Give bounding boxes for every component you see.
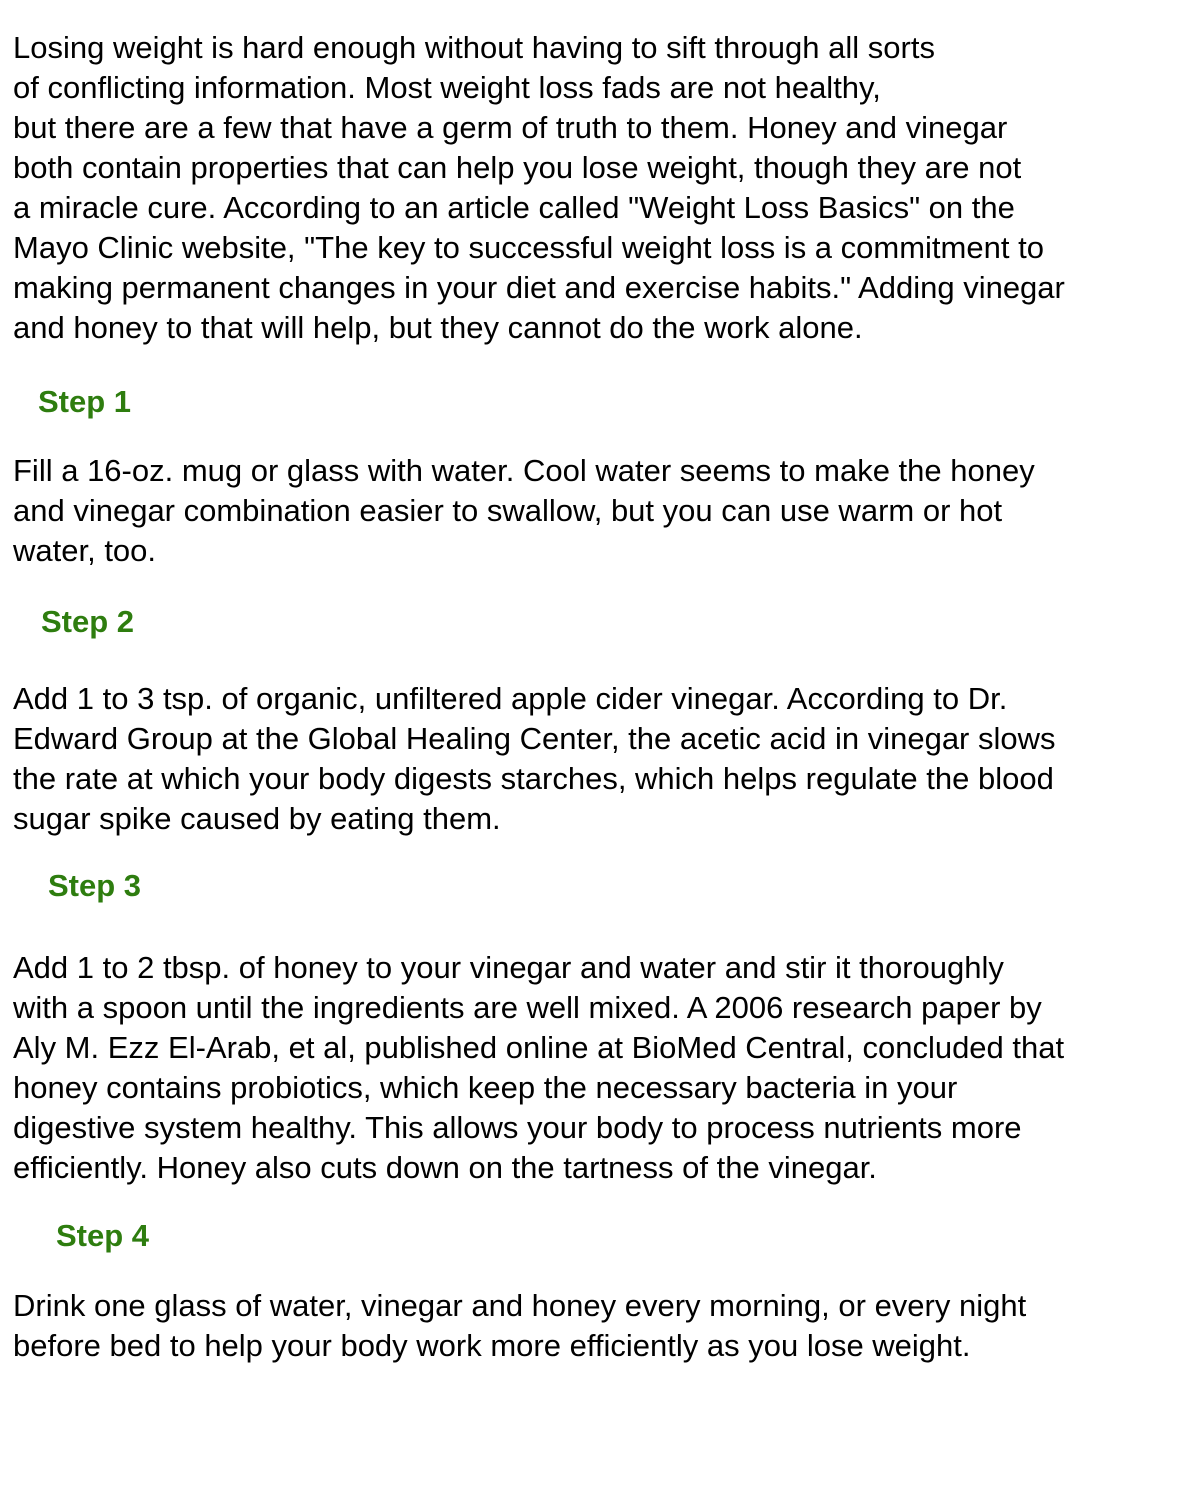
step-3-line: with a spoon until the ingredients are well mixed. A 2006 research paper by	[13, 990, 1042, 1025]
step-4-text	[13, 1286, 1195, 1366]
step-2-line: the rate at which your body digests starches, which helps regulate the blood	[13, 761, 1054, 796]
intro-line: but there are a few that have a germ of truth to them. Honey and vinegar	[13, 110, 1008, 145]
step-2-line: Add 1 to 3 tsp. of organic, unfiltered apple cider vinegar. According to Dr.	[13, 681, 1008, 716]
intro-line: and honey to that will help, but they cannot do the work alone.	[13, 310, 863, 345]
step-1-line: and vinegar combination easier to swallow, but you can use warm or hot	[13, 493, 1003, 528]
step-3-heading: Step 3	[48, 868, 142, 903]
intro-line: of conflicting information. Most weight loss fads are not healthy,	[13, 70, 881, 105]
step-1-text	[13, 451, 1195, 571]
step-4-line: before bed to help your body work more efficiently as you lose weight.	[13, 1328, 971, 1363]
step-2-line: Edward Group at the Global Healing Center, the acetic acid in vinegar slows	[13, 721, 1056, 756]
intro-line: Losing weight is hard enough without having to sift through all sorts	[13, 30, 935, 65]
step-1-line: Fill a 16-oz. mug or glass with water. Cool water seems to make the honey	[13, 453, 1035, 488]
step-3-line: efficiently. Honey also cuts down on the tartness of the vinegar.	[13, 1150, 877, 1185]
step-4-line: Drink one glass of water, vinegar and honey every morning, or every night	[13, 1288, 1027, 1323]
step-3-line: Add 1 to 2 tbsp. of honey to your vinegar and water and stir it thoroughly	[13, 950, 1004, 985]
intro-line: a miracle cure. According to an article called "Weight Loss Basics" on the	[13, 190, 1015, 225]
intro-line: both contain properties that can help you lose weight, though they are not	[13, 150, 1022, 185]
step-2-line: sugar spike caused by eating them.	[13, 801, 501, 836]
step-3-line: digestive system healthy. This allows your body to process nutrients more	[13, 1110, 1022, 1145]
step-3-text	[13, 948, 1195, 1188]
step-4-heading: Step 4	[56, 1218, 150, 1253]
step-1-line: water, too.	[13, 533, 157, 568]
intro-paragraph	[13, 28, 1195, 348]
step-3-line: Aly M. Ezz El-Arab, et al, published online at BioMed Central, concluded that	[13, 1030, 1065, 1065]
intro-line: making permanent changes in your diet and exercise habits." Adding vinegar	[13, 270, 1065, 305]
step-2-heading: Step 2	[41, 604, 135, 639]
intro-line: Mayo Clinic website, "The key to successful weight loss is a commitment to	[13, 230, 1044, 265]
step-2-text	[13, 679, 1195, 839]
step-1-heading: Step 1	[38, 384, 132, 419]
step-3-line: honey contains probiotics, which keep the necessary bacteria in your	[13, 1070, 958, 1105]
